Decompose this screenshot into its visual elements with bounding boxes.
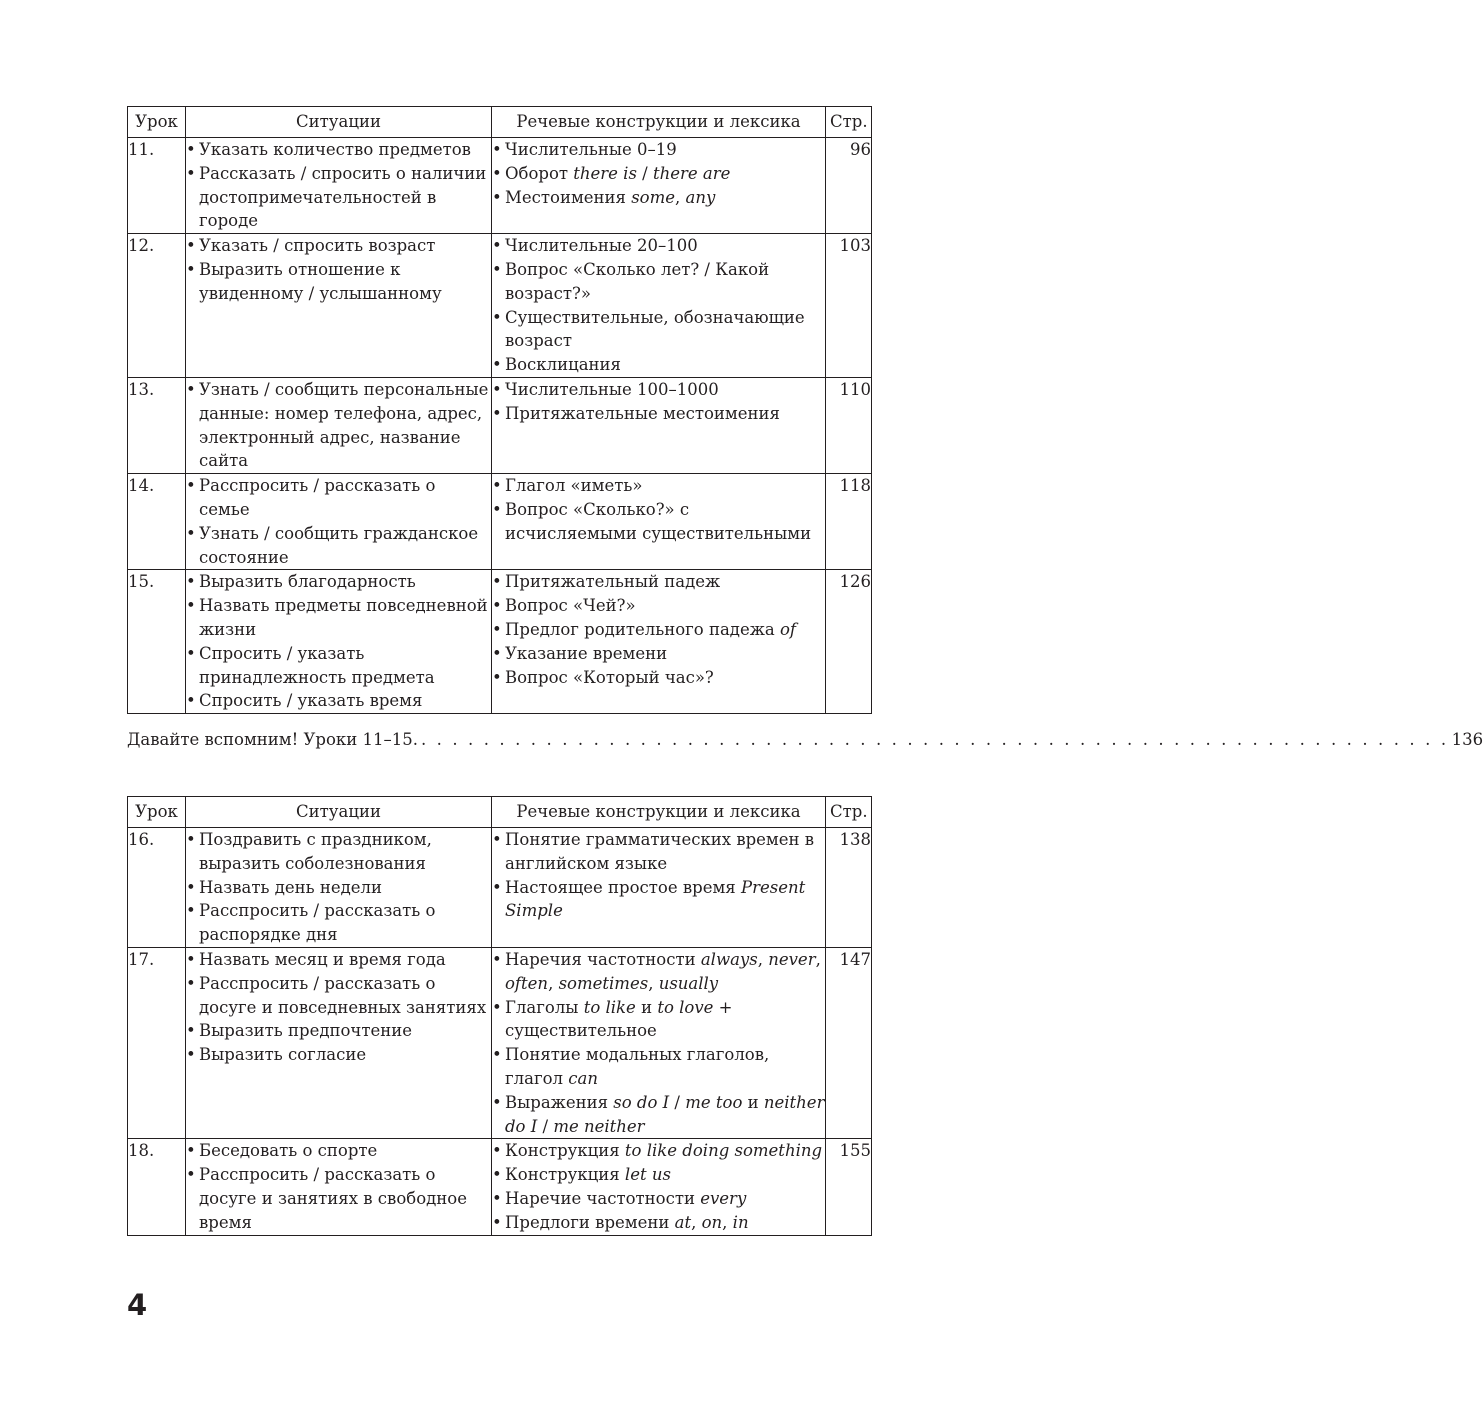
grammar-cell (492, 947, 826, 1138)
grammar-item: • Понятие грамматических времен в английском языке (492, 828, 825, 876)
page-ref: 96 (826, 138, 872, 234)
header-grammar: Речевые конструкции и лексика (492, 107, 826, 138)
english-term: never (768, 949, 816, 969)
grammar-item: • Конструкция to like doing something (492, 1139, 825, 1163)
page-ref: 155 (826, 1139, 872, 1235)
lesson-number: 13. (128, 377, 186, 473)
situations-cell (186, 947, 492, 1138)
grammar-item: • Существительные, обозначающие возраст (492, 306, 825, 354)
english-term: on (701, 1212, 723, 1232)
grammar-item: • Числительные 0–19 (492, 138, 825, 162)
grammar-item: • Оборот there is / there are (492, 162, 825, 186)
lesson-number: 12. (128, 234, 186, 378)
situations-cell (186, 474, 492, 570)
page-ref: 147 (826, 947, 872, 1138)
situation-item: • Узнать / сообщить гражданское состояние (186, 522, 491, 570)
grammar-item: • Числительные 100–1000 (492, 378, 825, 402)
grammar-item: • Притяжательный падеж (492, 570, 825, 594)
situation-item: • Спросить / указать время (186, 689, 491, 713)
situations-cell (186, 377, 492, 473)
english-term: in (732, 1212, 749, 1232)
page-ref: 110 (826, 377, 872, 473)
situation-item: • Выразить согласие (186, 1043, 491, 1067)
grammar-cell (492, 138, 826, 234)
english-term: can (568, 1068, 598, 1088)
grammar-item: • Предлоги времени at, on, in (492, 1211, 825, 1235)
header-lesson: Урок (128, 797, 186, 828)
grammar-item: • Предлог родительного падежа of (492, 618, 825, 642)
situation-item: • Узнать / сообщить персональные данные: номер телефона, адрес, электронный адрес, название сайта (186, 378, 491, 473)
grammar-cell (492, 570, 826, 714)
english-term: me neither (553, 1116, 645, 1136)
lesson-number: 11. (128, 138, 186, 234)
situation-item: • Спросить / указать принадлежность предмета (186, 642, 491, 690)
grammar-cell (492, 234, 826, 378)
header-situations: Ситуации (186, 797, 492, 828)
lesson-number: 18. (128, 1139, 186, 1235)
english-term: at (674, 1212, 692, 1232)
table-row (128, 234, 872, 378)
situation-item: • Рассказать / спросить о наличии достопримечательностей в городе (186, 162, 491, 233)
page-ref: 126 (826, 570, 872, 714)
lessons-table-2 (127, 796, 872, 1236)
grammar-cell (492, 1139, 826, 1235)
grammar-item: • Настоящее простое время Present Simple (492, 876, 825, 924)
situations-cell (186, 138, 492, 234)
grammar-item: • Глагол «иметь» (492, 474, 825, 498)
grammar-item: • Конструкция let us (492, 1163, 825, 1187)
header-grammar: Речевые конструкции и лексика (492, 797, 826, 828)
situation-item: • Расспросить / рассказать о распорядке дня (186, 899, 491, 947)
english-term: there are (653, 163, 731, 183)
lesson-number: 17. (128, 947, 186, 1138)
table-row (128, 1139, 872, 1235)
table-row (128, 947, 872, 1138)
grammar-item: • Наречия частотности always, never, often, sometimes, usually (492, 948, 825, 996)
english-term: to like (583, 997, 636, 1017)
english-term: me too (685, 1092, 743, 1112)
page-ref: 138 (826, 828, 872, 948)
grammar-cell (492, 474, 826, 570)
header-lesson: Урок (128, 107, 186, 138)
situations-cell (186, 1139, 492, 1235)
grammar-item: • Вопрос «Который час»? (492, 666, 825, 690)
review-line (127, 728, 1483, 752)
english-term: any (685, 187, 716, 207)
situation-item: • Указать количество предметов (186, 138, 491, 162)
situation-item: • Назвать месяц и время года (186, 948, 491, 972)
grammar-item: • Понятие модальных глаголов, глагол can (492, 1043, 825, 1091)
header-page: Стр. (826, 107, 872, 138)
situation-item: • Выразить предпочтение (186, 1019, 491, 1043)
grammar-cell (492, 828, 826, 948)
english-term: every (700, 1188, 747, 1208)
situation-item: • Расспросить / рассказать о досуге и занятиях в свободное время (186, 1163, 491, 1234)
situation-item: • Поздравить с праздником, выразить соболезнования (186, 828, 491, 876)
leader-dots: . . . . . . . . . . . . . . . . . . . . . . . . . . . . . . . . . . . . . . . . . . . . . . . . . . . . . . . . . . . . . . . . . . (420, 730, 1449, 749)
table-row (128, 570, 872, 714)
english-term: always (700, 949, 758, 969)
grammar-item: • Указание времени (492, 642, 825, 666)
grammar-item: • Восклицания (492, 353, 825, 377)
grammar-item: • Вопрос «Чей?» (492, 594, 825, 618)
grammar-item: • Местоимения some, any (492, 186, 825, 210)
table-row (128, 828, 872, 948)
english-term: so do I (613, 1092, 670, 1112)
grammar-item: • Притяжательные местоимения (492, 402, 825, 426)
header-page: Стр. (826, 797, 872, 828)
grammar-item: • Наречие частотности every (492, 1187, 825, 1211)
situation-item: • Назвать день недели (186, 876, 491, 900)
lesson-number: 14. (128, 474, 186, 570)
english-term: sometimes (558, 973, 649, 993)
english-term: Present Simple (505, 877, 806, 921)
lesson-number: 16. (128, 828, 186, 948)
situation-item: • Выразить благодарность (186, 570, 491, 594)
table-header (128, 797, 872, 828)
grammar-cell (492, 377, 826, 473)
grammar-item: • Вопрос «Сколько?» с исчисляемыми существительными (492, 498, 825, 546)
grammar-item: • Вопрос «Сколько лет? / Какой возраст?» (492, 258, 825, 306)
english-term: usually (658, 973, 719, 993)
lessons-table-1 (127, 106, 872, 714)
situation-item: • Выразить отношение к увиденному / услышанному (186, 258, 491, 306)
situation-item: • Расспросить / рассказать о семье (186, 474, 491, 522)
english-term: to love (657, 997, 714, 1017)
english-term: of (779, 619, 797, 639)
table-row (128, 138, 872, 234)
situation-item: • Расспросить / рассказать о досуге и повседневных занятиях (186, 972, 491, 1020)
situations-cell (186, 828, 492, 948)
page-ref: 118 (826, 474, 872, 570)
situations-cell (186, 570, 492, 714)
english-term: there is (573, 163, 637, 183)
header-situations: Ситуации (186, 107, 492, 138)
english-term: let us (624, 1165, 671, 1185)
table-row (128, 377, 872, 473)
grammar-item: • Глаголы to like и to love + существительное (492, 996, 825, 1044)
page-number: 4 (127, 1288, 148, 1322)
table-header (128, 107, 872, 138)
lesson-number: 15. (128, 570, 186, 714)
review-label: Давайте вспомним! Уроки 11–15. (127, 730, 418, 749)
situation-item: • Беседовать о спорте (186, 1139, 491, 1163)
review-page: 136 (1451, 730, 1483, 749)
english-term: neither do I (505, 1092, 825, 1136)
english-term: to like doing something (624, 1141, 823, 1161)
situation-item: • Назвать предметы повседневной жизни (186, 594, 491, 642)
situation-item: • Указать / спросить возраст (186, 234, 491, 258)
grammar-item: • Выражения so do I / me too и neither do I / me neither (492, 1091, 825, 1139)
grammar-item: • Числительные 20–100 (492, 234, 825, 258)
english-term: some (631, 187, 676, 207)
english-term: often (505, 973, 549, 993)
page-ref: 103 (826, 234, 872, 378)
table-row (128, 474, 872, 570)
situations-cell (186, 234, 492, 378)
